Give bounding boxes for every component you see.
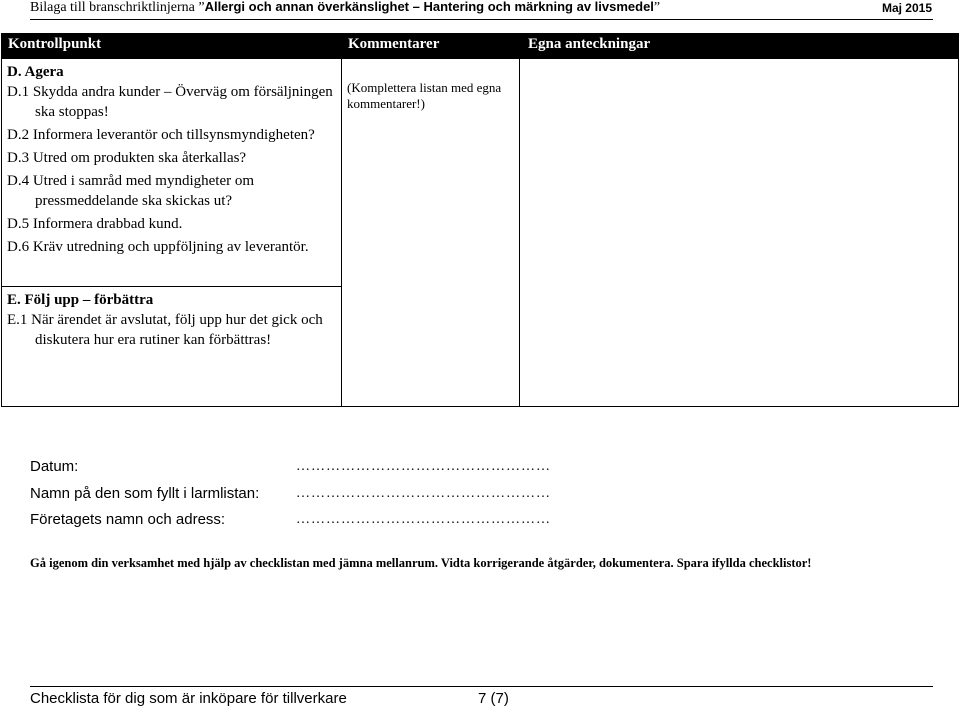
comment-cell[interactable]: [342, 287, 520, 407]
list-item: D.5 Informera drabbad kund.: [7, 216, 183, 232]
list-item: D.3 Utred om produkten ska återkallas?: [7, 150, 247, 166]
column-header-kontrollpunkt: Kontrollpunkt: [2, 34, 342, 59]
page-number: 7 (7): [478, 690, 509, 707]
header-prefix: Bilaga till branschriktlinjerna ”: [30, 0, 205, 15]
header-date: Maj 2015: [881, 1, 932, 15]
table-row: [2, 287, 959, 407]
page-header: [30, 0, 930, 18]
table-header-row: [2, 34, 959, 59]
section-d-cell: [2, 59, 342, 287]
notes-cell[interactable]: [520, 287, 959, 407]
name-label: Namn på den som fyllt i larmlistan:: [30, 485, 260, 502]
list-item: D.4 Utred i samråd med myndigheter om pressmeddelande ska skickas ut?: [7, 173, 255, 209]
notes-cell[interactable]: [520, 59, 959, 287]
header-rule: [30, 19, 933, 20]
column-header-egna-anteckningar: Egna anteckningar: [520, 34, 959, 59]
header-title: Allergi och annan överkänslighet – Hantering och märkning av livsmedel: [204, 0, 654, 14]
list-item: E.1 När ärendet är avslutat, följ upp hur det gick och diskutera hur era rutiner kan förbättras!: [7, 312, 323, 348]
page-footer: [30, 690, 509, 707]
list-item: D.2 Informera leverantör och tillsynsmyndigheten?: [7, 127, 315, 143]
list-item: D.6 Kräv utredning och uppföljning av leverantör.: [7, 239, 309, 255]
comment-hint: (Komplettera listan med egna kommentarer!): [347, 80, 502, 111]
section-d-heading: D. Agera: [7, 64, 64, 80]
table-row: [2, 59, 959, 287]
date-label: Datum:: [30, 458, 79, 475]
company-label: Företagets namn och adress:: [30, 511, 226, 528]
footer-title: Checklista för dig som är inköpare för tillverkare: [30, 690, 347, 707]
checklist-table: [1, 33, 959, 407]
date-field[interactable]: ……………………………………………: [296, 459, 551, 474]
footer-rule: [30, 686, 933, 687]
comment-cell[interactable]: [342, 59, 520, 287]
list-item: D.1 Skydda andra kunder – Överväg om försäljningen ska stoppas!: [7, 84, 333, 120]
header-suffix: ”: [653, 0, 661, 15]
section-e-heading: E. Följ upp – förbättra: [7, 292, 154, 308]
instruction-text: Gå igenom din verksamhet med hjälp av checklistan med jämna mellanrum. Vidta korrigerande åtgärder, dokumentera. Spara ifyllda checklistor!: [30, 556, 812, 570]
section-e-cell: [2, 287, 342, 407]
company-field[interactable]: ……………………………………………: [296, 512, 551, 527]
name-field[interactable]: ……………………………………………: [296, 486, 551, 501]
header-text: [30, 0, 660, 16]
column-header-kommentarer: Kommentarer: [342, 34, 520, 59]
